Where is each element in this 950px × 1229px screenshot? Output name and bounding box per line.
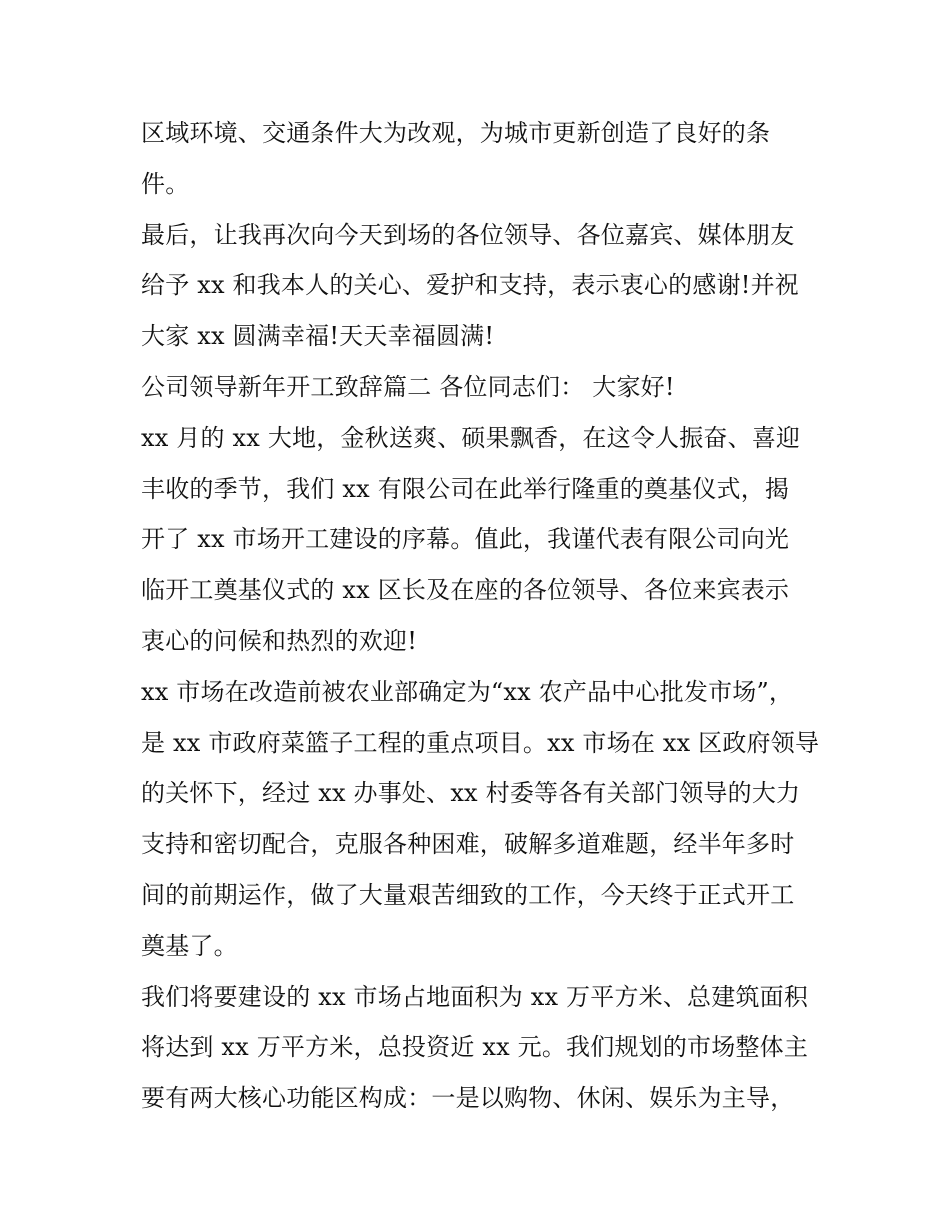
text-line: xx 市场在改造前被农业部确定为“xx 农产品中心批发市场”，	[141, 677, 794, 706]
document-body	[141, 108, 821, 1124]
text-line: 将达到 xx 万平方米，总投资近 xx 元。我们规划的市场整体主	[141, 1033, 809, 1062]
text-line: 给予 xx 和我本人的关心、爱护和支持，表示衷心的感谢!并祝	[141, 271, 799, 300]
text-line: 大家 xx 圆满幸福!天天幸福圆满!	[141, 322, 495, 351]
section-heading-line: 公司领导新年开工致辞篇二 各位同志们： 大家好!	[141, 372, 675, 401]
text-line: 件。	[141, 169, 190, 198]
text-line: 要有两大核心功能区构成：一是以购物、休闲、娱乐为主导，	[141, 1084, 795, 1113]
text-line: 丰收的季节，我们 xx 有限公司在此举行隆重的奠基仪式，揭	[141, 474, 790, 503]
text-line: 支持和密切配合，克服各种困难，破解多道难题，经半年多时	[141, 830, 795, 859]
text-line: 最后，让我再次向今天到场的各位领导、各位嘉宾、媒体朋友	[141, 220, 795, 249]
text-line: 奠基了。	[141, 931, 238, 960]
text-line: 临开工奠基仪式的 xx 区长及在座的各位领导、各位来宾表示	[141, 576, 790, 605]
text-line: 间的前期运作，做了大量艰苦细致的工作，今天终于正式开工	[141, 880, 795, 909]
text-line: xx 月的 xx 大地，金秋送爽、硕果飘香，在这令人振奋、喜迎	[141, 423, 801, 452]
text-line: 区域环境、交通条件大为改观，为城市更新创造了良好的条	[141, 119, 771, 147]
text-line: 我们将要建设的 xx 市场占地面积为 xx 万平方米、总建筑面积	[141, 982, 809, 1011]
text-line: 是 xx 市政府菜篮子工程的重点项目。xx 市场在 xx 区政府领导	[141, 728, 820, 757]
text-line: 的关怀下，经过 xx 办事处、xx 村委等各有关部门领导的大力	[141, 779, 801, 808]
text-line: 开了 xx 市场开工建设的序幕。值此，我谨代表有限公司向光	[141, 525, 790, 554]
text-line: 衷心的问候和热烈的欢迎!	[141, 626, 418, 655]
